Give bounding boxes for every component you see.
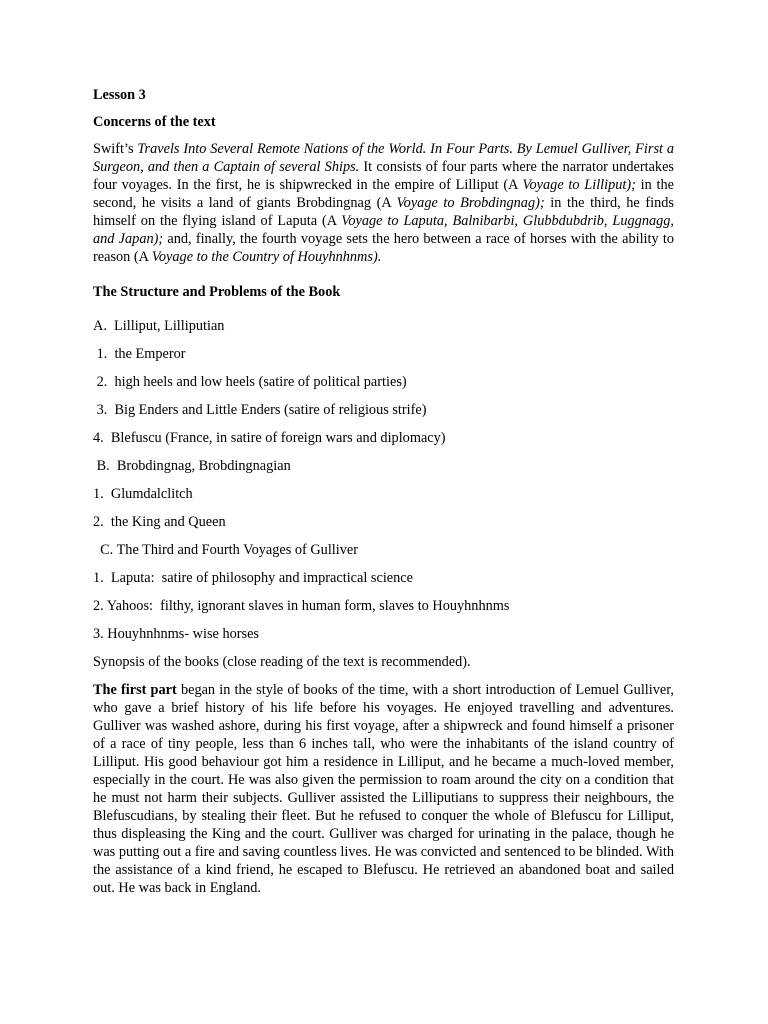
outline-item: 1. the Emperor <box>93 346 186 362</box>
outline-item: 1. Glumdalclitch <box>93 486 193 502</box>
outline-item: C. The Third and Fourth Voyages of Gulliver <box>93 542 359 558</box>
outline-item: 1. Laputa: satire of philosophy and impractical science <box>93 570 413 586</box>
section-heading-structure: The Structure and Problems of the Book <box>93 284 341 300</box>
outline-item: 3. Big Enders and Little Enders (satire of religious strife) <box>93 402 427 418</box>
synopsis-line: Synopsis of the books (close reading of the text is recommended). <box>93 654 471 670</box>
outline-list <box>93 317 674 671</box>
intro-paragraph: Swift’s Travels Into Several Remote Nations of the World. In Four Parts. By Lemuel Gulliver, First a Surgeon, and then a Captain of several Ships. It consists of four parts where the narrator undertakes four voyages. In the first, he is shipwrecked in the empire of Lilliput (A Voyage to Lilliput); in the second, he visits a land of giants Brobdingnag (A Voyage to Brobdingnag); in the third, he finds himself on the flying island of Laputa (A Voyage to Laputa, Balnibarbi, Glubbdubdrib, Luggnagg, and Japan); and, finally, the fourth voyage sets the hero between a race of horses with the ability to reason (A Voyage to the Country of Houyhnhnms). <box>93 141 675 265</box>
document-page <box>93 86 674 897</box>
first-part-paragraph: The first part began in the style of books of the time, with a short introduction of Lemuel Gulliver, who gave a brief history of his life before his voyages. He enjoyed travelling and adventures. Gulliver was washed ashore, during his first voyage, after a shipwreck and found himself a prisoner of a race of tiny people, less than 6 inches tall, who were the inhabitants of the island country of Lilliput. His good behaviour got him a residence in Lilliput, and he became a much-loved member, especially in the court. He was also given the permission to roam around the city on a condition that he must not harm their subjects. Gulliver assisted the Lilliputians to suppress their neighbours, the Blefuscudians, by stealing their fleet. But he refused to conquer the whole of Blefuscu for Lilliput, thus displeasing the King and the court. Gulliver was charged for urinating in the palace, though he was putting out a fire and saving countless lives. He was convicted and sentenced to be blinded. With the assistance of a kind friend, he escaped to Blefuscu. He retrieved an abandoned boat and sailed out. He was back in England. <box>93 682 675 896</box>
lesson-title: Lesson 3 <box>93 87 146 103</box>
outline-item: 3. Houyhnhnms- wise horses <box>93 626 259 642</box>
outline-item: 2. the King and Queen <box>93 514 226 530</box>
section-heading-concerns: Concerns of the text <box>93 114 216 130</box>
outline-item: 4. Blefuscu (France, in satire of foreign wars and diplomacy) <box>93 430 446 446</box>
outline-item: 2. Yahoos: filthy, ignorant slaves in human form, slaves to Houyhnhnms <box>93 598 510 614</box>
outline-item: A. Lilliput, Lilliputian <box>93 318 225 334</box>
outline-item: B. Brobdingnag, Brobdingnagian <box>93 458 291 474</box>
outline-item: 2. high heels and low heels (satire of political parties) <box>93 374 407 390</box>
first-part-lead: The first part <box>93 682 177 698</box>
